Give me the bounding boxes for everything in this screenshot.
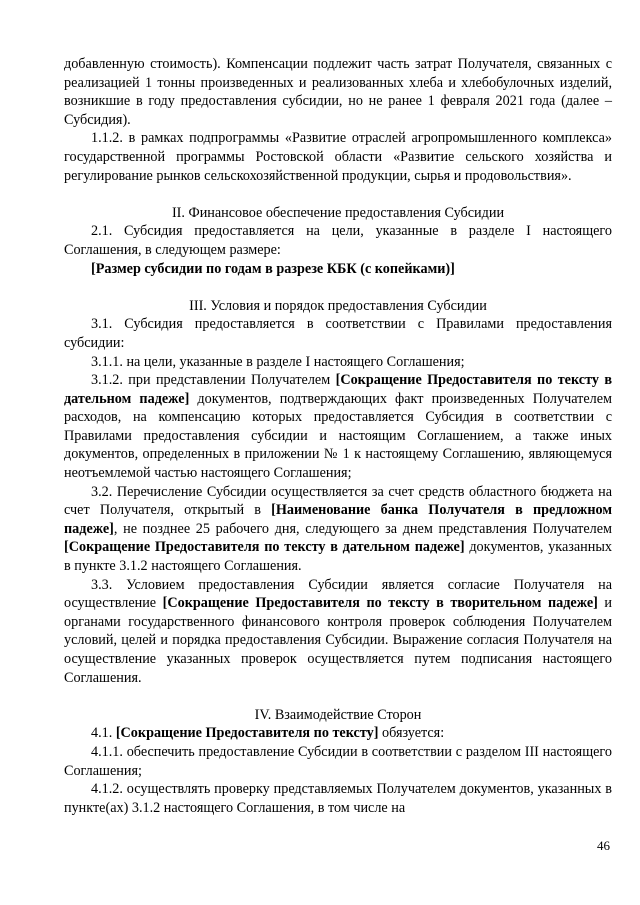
paragraph-1-1-2: 1.1.2. в рамках подпрограммы «Развитие отраслей агропромышленного комплекса» государственной программы Ростовской области «Развитие сельского хозяйства и регулирование рынков сельскохозяйственной продукции, сырья и продовольствия». <box>64 130 612 184</box>
placeholder-provider-dative: [Сокращение Предоставителя по тексту в дательном падеже] <box>64 372 612 407</box>
text-run: 3.1.2. при представлении Получателем <box>91 372 336 389</box>
paragraph-2-1: 2.1. Субсидия предоставляется на цели, указанные в разделе I настоящего Соглашения, в следующем размере: <box>64 223 612 258</box>
section-heading-2: II. Финансовое обеспечение предоставления Субсидии <box>171 204 505 221</box>
placeholder-provider-dative: [Сокращение Предоставителя по тексту в дательном падеже] <box>64 539 465 556</box>
placeholder-provider-instrumental: [Сокращение Предоставителя по тексту в творительном падеже] <box>162 595 598 612</box>
paragraph-4-1-1: 4.1.1. обеспечить предоставление Субсидии в соответствии с разделом III настоящего Соглашения; <box>64 743 612 779</box>
paragraph-3-1: 3.1. Субсидия предоставляется в соответствии с Правилами предоставления субсидии: <box>64 316 612 351</box>
section-heading-3: III. Условия и порядок предоставления Субсидии <box>189 297 487 314</box>
document-page <box>64 55 612 817</box>
text-run: документов, подтверждающих факт произведенных Получателем расходов, на компенсацию которых предоставляется Субсидия в соответствии с Правилами предоставления субсидии и настоящим Соглашением, а также иных документов, определенных в приложении № 1 к настоящему Соглашению, являющемуся неотъемлемой частью настоящего Соглашения; <box>64 390 612 482</box>
text-run: 3.2. Перечисление Субсидии осуществляется за счет средств областного бюджета на счет Получателя, открытый в <box>64 483 612 519</box>
paragraph-continuation: добавленную стоимость). Компенсации подлежит часть затрат Получателя, связанных с реализацией 1 тонны произведенных и реализованных хлеба и хлебобулочных изделий, возникшие в году предоставления субсидии, но не ранее 1 февраля 2021 года (далее – Субсидия). <box>64 56 612 128</box>
page-number: 46 <box>597 838 610 853</box>
paragraph-3-3 <box>64 576 612 688</box>
section-heading-4: IV. Взаимодействие Сторон <box>254 706 422 723</box>
placeholder-bank-name: [Наименование банка Получателя в предложном падеже] <box>64 502 612 537</box>
paragraph-3-2 <box>64 483 612 576</box>
paragraph-4-1 <box>64 724 612 743</box>
paragraph-3-1-2 <box>64 371 612 483</box>
text-run: и органами государственного финансового контроля проверок соблюдения Получателем условий, целей и порядка предоставления Субсидии. Выражение согласия Получателя на осуществление указанных проверок осуществляется путем подписания настоящего Соглашения. <box>64 595 612 686</box>
placeholder-provider: [Сокращение Предоставителя по тексту] <box>115 725 379 742</box>
text-run: обязуется: <box>378 725 445 742</box>
text-run: , не позднее 25 рабочего дня, следующего за днем представления Получателем <box>113 520 612 537</box>
text-run: 3.3. Условием предоставления Субсидии является согласие Получателя на осуществление <box>64 576 612 612</box>
subsidy-amount-placeholder: [Размер субсидии по годам в разрезе КБК (с копейками)] <box>91 260 455 277</box>
text-run: 4.1. <box>91 725 116 742</box>
text-run: документов, указанных в пункте 3.1.2 настоящего Соглашения. <box>64 539 612 575</box>
paragraph-4-1-2: 4.1.2. осуществлять проверку представляемых Получателем документов, указанных в пункте(ах) 3.1.2 настоящего Соглашения, в том числе на <box>64 781 612 816</box>
paragraph-3-1-1: 3.1.1. на цели, указанные в разделе I настоящего Соглашения; <box>91 353 465 370</box>
